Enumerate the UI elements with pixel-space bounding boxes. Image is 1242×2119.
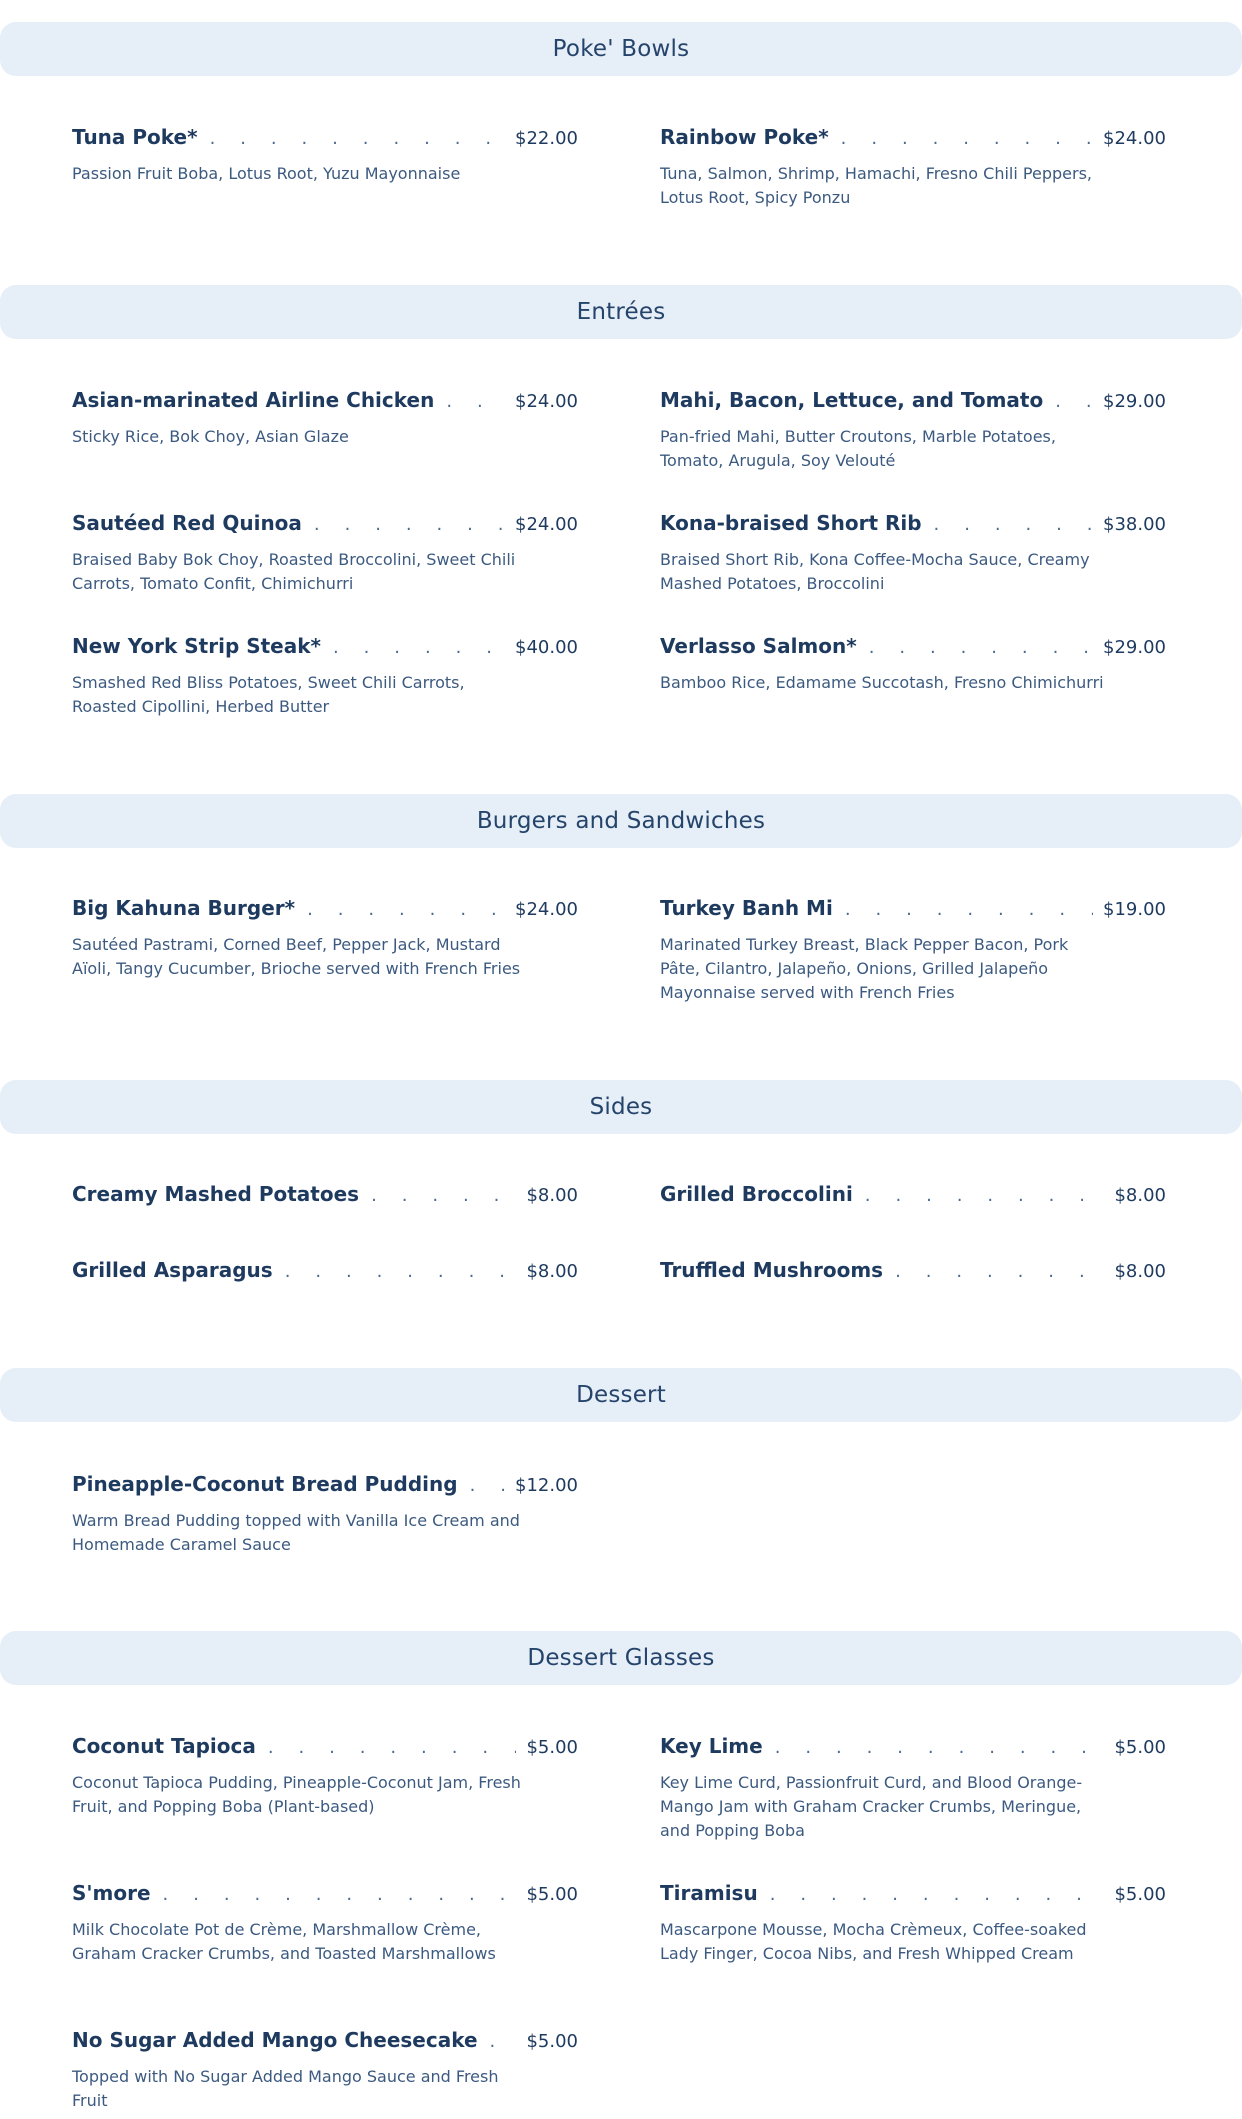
menu-item-row [72, 388, 578, 418]
menu-item-row [660, 634, 1166, 664]
menu-item-price: $24.00 [515, 899, 578, 920]
menu-item-key-lime [660, 1734, 1166, 1843]
dot-leader [490, 2031, 517, 2052]
menu-item-price: $5.00 [1114, 1884, 1166, 1905]
dot-leader [841, 128, 1093, 149]
menu-item-rainbow-poke [660, 125, 1166, 210]
menu-item-description: Braised Short Rib, Kona Coffee-Mocha Sauce, Creamy Mashed Potatoes, Broccolini [660, 550, 1090, 593]
menu-item-row [72, 896, 578, 926]
menu-item-row [72, 634, 578, 664]
dot-leader [210, 128, 505, 149]
menu-item-name: New York Strip Steak* [72, 634, 322, 658]
menu-item-price: $8.00 [1114, 1261, 1166, 1282]
menu-item-name: Creamy Mashed Potatoes [72, 1182, 360, 1206]
menu-item-tuna-poke [72, 125, 578, 186]
menu-item-description: Sticky Rice, Bok Choy, Asian Glaze [72, 427, 349, 446]
menu-item-mahi-blt [660, 388, 1166, 473]
menu-item-description: Braised Baby Bok Choy, Roasted Broccolini, Sweet Chili Carrots, Tomato Confit, Chimichurri [72, 550, 516, 593]
menu-item-row [660, 511, 1166, 541]
menu-item-name: Pineapple-Coconut Bread Pudding [72, 1472, 458, 1496]
menu-item-name: Rainbow Poke* [660, 125, 829, 149]
menu-item-name: Truffled Mushrooms [660, 1258, 884, 1282]
menu-item-price: $5.00 [1114, 1737, 1166, 1758]
dot-leader [307, 899, 505, 920]
dot-leader [314, 514, 505, 535]
menu-item-turkey-banh-mi [660, 896, 1166, 1005]
menu-item-description: Smashed Red Bliss Potatoes, Sweet Chili Carrots, Roasted Cipollini, Herbed Butter [72, 673, 465, 716]
menu-item-name: Big Kahuna Burger* [72, 896, 296, 920]
menu-item-name: Coconut Tapioca [72, 1734, 256, 1758]
menu-item-price: $24.00 [515, 391, 578, 412]
menu-item-mango-cheesecake [72, 2028, 578, 2113]
menu-item-row [72, 1258, 578, 1288]
menu-item-description: Tuna, Salmon, Shrimp, Hamachi, Fresno Chili Peppers, Lotus Root, Spicy Ponzu [660, 164, 1092, 207]
dot-leader [895, 1261, 1104, 1282]
dot-leader [865, 1185, 1105, 1206]
menu-item-price: $8.00 [526, 1185, 578, 1206]
menu-item-name: Sautéed Red Quinoa [72, 511, 302, 535]
dot-leader [1055, 391, 1093, 412]
menu-item-row [72, 511, 578, 541]
menu-item-price: $38.00 [1103, 514, 1166, 535]
section-header-dessert-glasses: Dessert Glasses [0, 1631, 1242, 1685]
menu-item-name: S'more [72, 1881, 151, 1905]
dot-leader [285, 1261, 517, 1282]
menu-item-truffled-mushrooms [660, 1258, 1166, 1288]
section-header-entrees: Entrées [0, 285, 1242, 339]
menu-item-price: $12.00 [515, 1475, 578, 1496]
menu-item-description: Pan-fried Mahi, Butter Croutons, Marble Potatoes, Tomato, Arugula, Soy Velouté [660, 427, 1056, 470]
section-header-poke-bowls: Poke' Bowls [0, 22, 1242, 76]
menu-item-name: Grilled Asparagus [72, 1258, 273, 1282]
dot-leader [869, 637, 1093, 658]
menu-item-row [72, 1472, 578, 1502]
menu-item-row [72, 1881, 578, 1911]
menu-item-smore [72, 1881, 578, 1966]
menu-item-description: Milk Chocolate Pot de Crème, Marshmallow Crème, Graham Cracker Crumbs, and Toasted Marshmallows [72, 1920, 496, 1963]
dot-leader [845, 899, 1093, 920]
section-header-sides: Sides [0, 1080, 1242, 1134]
menu-item-name: Verlasso Salmon* [660, 634, 857, 658]
menu-item-name: Grilled Broccolini [660, 1182, 853, 1206]
menu-item-price: $19.00 [1103, 899, 1166, 920]
menu-item-description: Marinated Turkey Breast, Black Pepper Bacon, Pork Pâte, Cilantro, Jalapeño, Onions, Grilled Jalapeño Mayonnaise served with French Fries [660, 935, 1069, 1002]
menu-item-price: $5.00 [526, 1737, 578, 1758]
menu-item-price: $5.00 [526, 2031, 578, 2052]
dot-leader [470, 1475, 505, 1496]
dot-leader [333, 637, 505, 658]
menu-item-bread-pudding [72, 1472, 578, 1557]
menu-item-mashed-potatoes [72, 1182, 578, 1212]
menu-item-price: $22.00 [515, 128, 578, 149]
menu-item-description: Sautéed Pastrami, Corned Beef, Pepper Jack, Mustard Aïoli, Tangy Cucumber, Brioche served with French Fries [72, 935, 521, 978]
menu-item-price: $40.00 [515, 637, 578, 658]
menu-item-verlasso-salmon [660, 634, 1166, 695]
menu-item-name: Kona-braised Short Rib [660, 511, 922, 535]
menu-item-coconut-tapioca [72, 1734, 578, 1819]
menu-item-row [660, 1734, 1166, 1764]
menu-item-description: Passion Fruit Boba, Lotus Root, Yuzu Mayonnaise [72, 164, 461, 183]
menu-item-airline-chicken [72, 388, 578, 449]
menu-item-strip-steak [72, 634, 578, 719]
menu-item-row [72, 125, 578, 155]
menu-item-name: Tuna Poke* [72, 125, 198, 149]
menu-item-row [660, 1258, 1166, 1288]
dot-leader [268, 1737, 517, 1758]
menu-item-price: $8.00 [1114, 1185, 1166, 1206]
menu-item-row [660, 1182, 1166, 1212]
menu-item-name: Asian-marinated Airline Chicken [72, 388, 435, 412]
menu-item-row [72, 1182, 578, 1212]
menu-item-grilled-broccolini [660, 1182, 1166, 1212]
section-header-burgers-sandwiches: Burgers and Sandwiches [0, 794, 1242, 848]
dot-leader [775, 1737, 1105, 1758]
menu-item-row [660, 125, 1166, 155]
dot-leader [446, 391, 505, 412]
menu-item-short-rib [660, 511, 1166, 596]
menu-item-price: $24.00 [515, 514, 578, 535]
menu-item-grilled-asparagus [72, 1258, 578, 1288]
menu-item-name: No Sugar Added Mango Cheesecake [72, 2028, 478, 2052]
menu-item-tiramisu [660, 1881, 1166, 1966]
menu-item-description: Topped with No Sugar Added Mango Sauce and Fresh Fruit [72, 2067, 499, 2110]
menu-item-description: Warm Bread Pudding topped with Vanilla Ice Cream and Homemade Caramel Sauce [72, 1511, 520, 1554]
menu-item-description: Key Lime Curd, Passionfruit Curd, and Blood Orange-Mango Jam with Graham Cracker Crumbs, Meringue, and Popping Boba [660, 1773, 1083, 1840]
menu-item-price: $29.00 [1103, 391, 1166, 412]
dot-leader [371, 1185, 516, 1206]
dot-leader [163, 1884, 517, 1905]
menu-item-red-quinoa [72, 511, 578, 596]
menu-item-row [660, 896, 1166, 926]
menu-item-row [72, 1734, 578, 1764]
menu-item-description: Coconut Tapioca Pudding, Pineapple-Coconut Jam, Fresh Fruit, and Popping Boba (Plant-based) [72, 1773, 521, 1816]
dot-leader [934, 514, 1093, 535]
menu-item-big-kahuna-burger [72, 896, 578, 981]
dot-leader [770, 1884, 1105, 1905]
menu-item-row [660, 1881, 1166, 1911]
menu-item-name: Key Lime [660, 1734, 763, 1758]
menu-item-price: $24.00 [1103, 128, 1166, 149]
menu-item-price: $5.00 [526, 1884, 578, 1905]
menu-item-name: Tiramisu [660, 1881, 758, 1905]
menu-item-row [72, 2028, 578, 2058]
menu-item-price: $29.00 [1103, 637, 1166, 658]
section-header-dessert: Dessert [0, 1368, 1242, 1422]
menu-item-row [660, 388, 1166, 418]
menu-item-price: $8.00 [526, 1261, 578, 1282]
menu-item-description: Mascarpone Mousse, Mocha Crèmeux, Coffee-soaked Lady Finger, Cocoa Nibs, and Fresh Whipped Cream [660, 1920, 1087, 1963]
menu-item-description: Bamboo Rice, Edamame Succotash, Fresno Chimichurri [660, 673, 1104, 692]
menu-item-name: Mahi, Bacon, Lettuce, and Tomato [660, 388, 1044, 412]
menu-item-name: Turkey Banh Mi [660, 896, 833, 920]
